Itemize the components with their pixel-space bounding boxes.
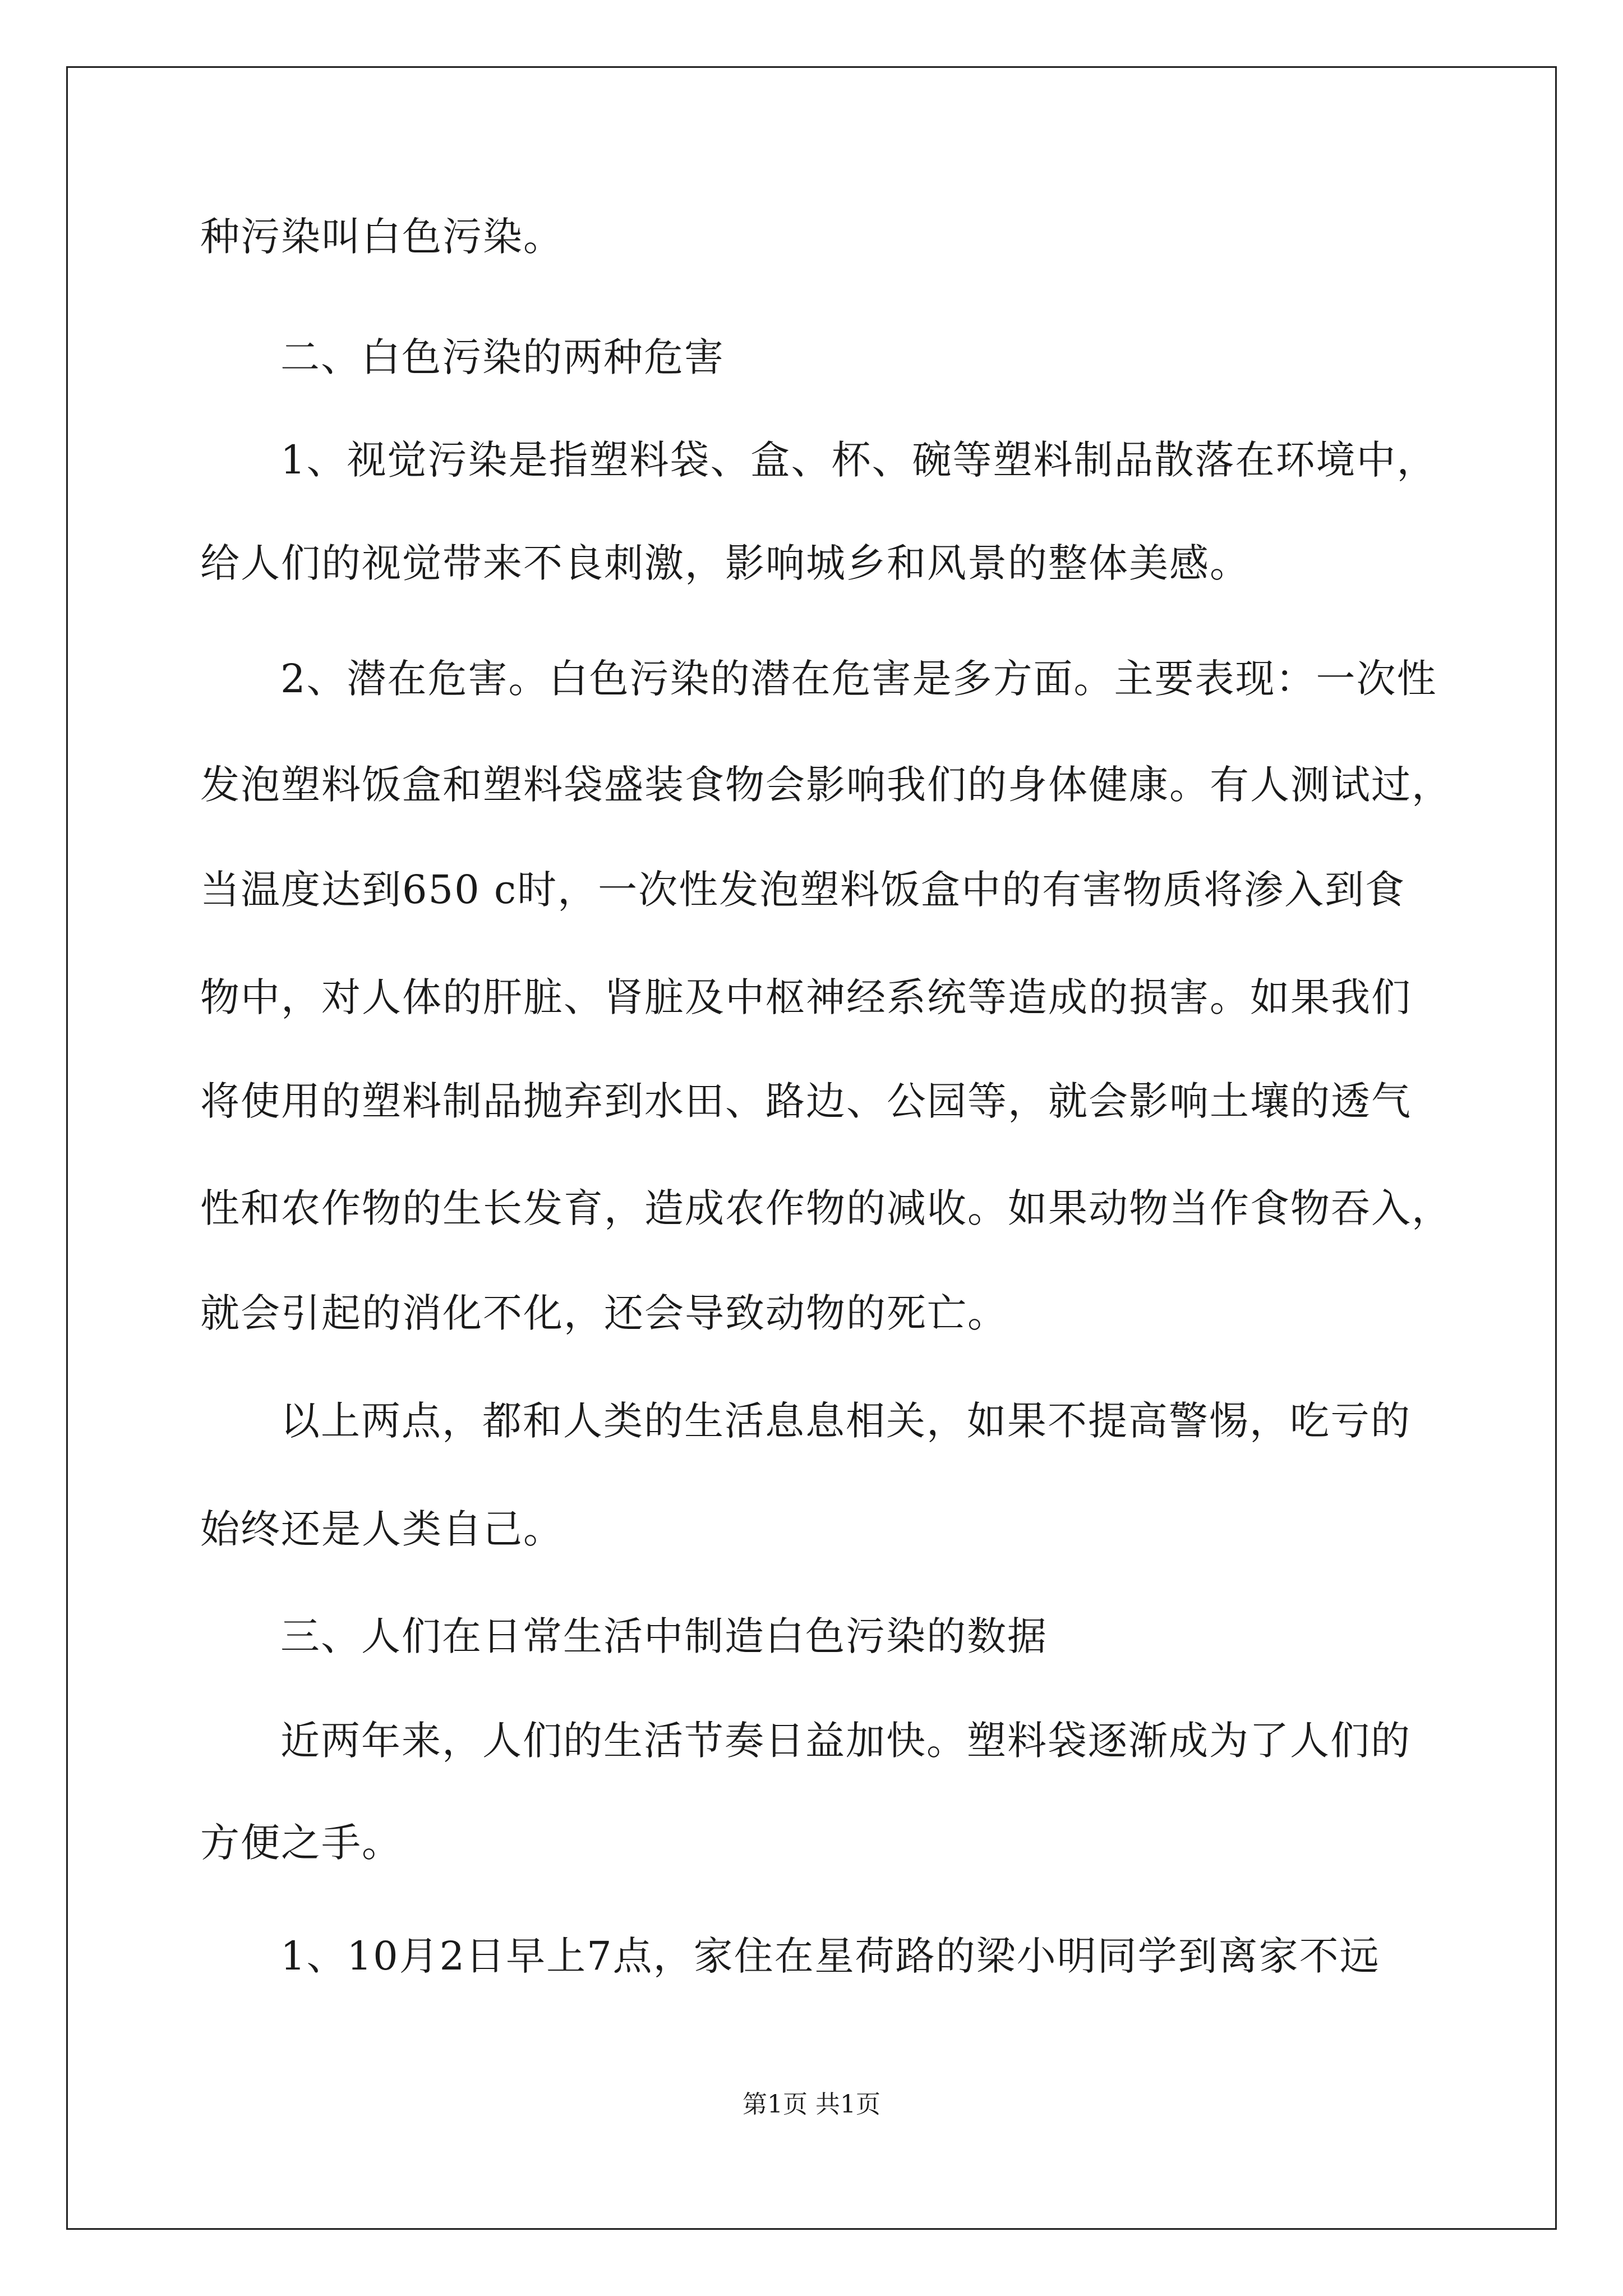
text-line: 发泡塑料饭盒和塑料袋盛装食物会影响我们的身体健康。有人测试过， [200, 762, 1452, 808]
text-line: 性和农作物的生长发育，造成农作物的减收。如果动物当作食物吞入， [200, 1185, 1452, 1231]
text-line: 方便之手。 [200, 1820, 402, 1866]
text-line: 物中，对人体的肝脏、肾脏及中枢神经系统等造成的损害。如果我们 [200, 974, 1412, 1020]
text-line: 近两年来，人们的生活节奏日益加快。塑料袋逐渐成为了人们的 [280, 1718, 1411, 1764]
text-line: 2、潜在危害。白色污染的潜在危害是多方面。主要表现：一次性 [280, 656, 1437, 702]
section-heading: 三、人们在日常生活中制造白色污染的数据 [280, 1613, 1048, 1659]
text-line: 以上两点，都和人类的生活息息相关，如果不提高警惕，吃亏的 [280, 1398, 1411, 1444]
text-line: 1、10月2日早上7点，家住在星荷路的梁小明同学到离家不远 [280, 1933, 1380, 1979]
text-line: 种污染叫白色污染。 [200, 214, 564, 260]
page-footer: 第1页 共1页 [743, 2090, 880, 2119]
text-line: 当温度达到650 c时，一次性发泡塑料饭盒中的有害物质将渗入到食 [200, 867, 1406, 913]
text-line: 给人们的视觉带来不良刺激，影响城乡和风景的整体美感。 [200, 540, 1250, 586]
text-line: 1、视觉污染是指塑料袋、盒、杯、碗等塑料制品散落在环境中， [280, 437, 1437, 483]
page-border [66, 66, 1557, 2230]
text-line: 将使用的塑料制品抛弃到水田、路边、公园等，就会影响土壤的透气 [200, 1078, 1412, 1124]
text-line: 始终还是人类自己。 [200, 1506, 564, 1552]
section-heading: 二、白色污染的两种危害 [280, 334, 725, 380]
text-line: 就会引起的消化不化，还会导致动物的死亡。 [200, 1290, 1008, 1336]
